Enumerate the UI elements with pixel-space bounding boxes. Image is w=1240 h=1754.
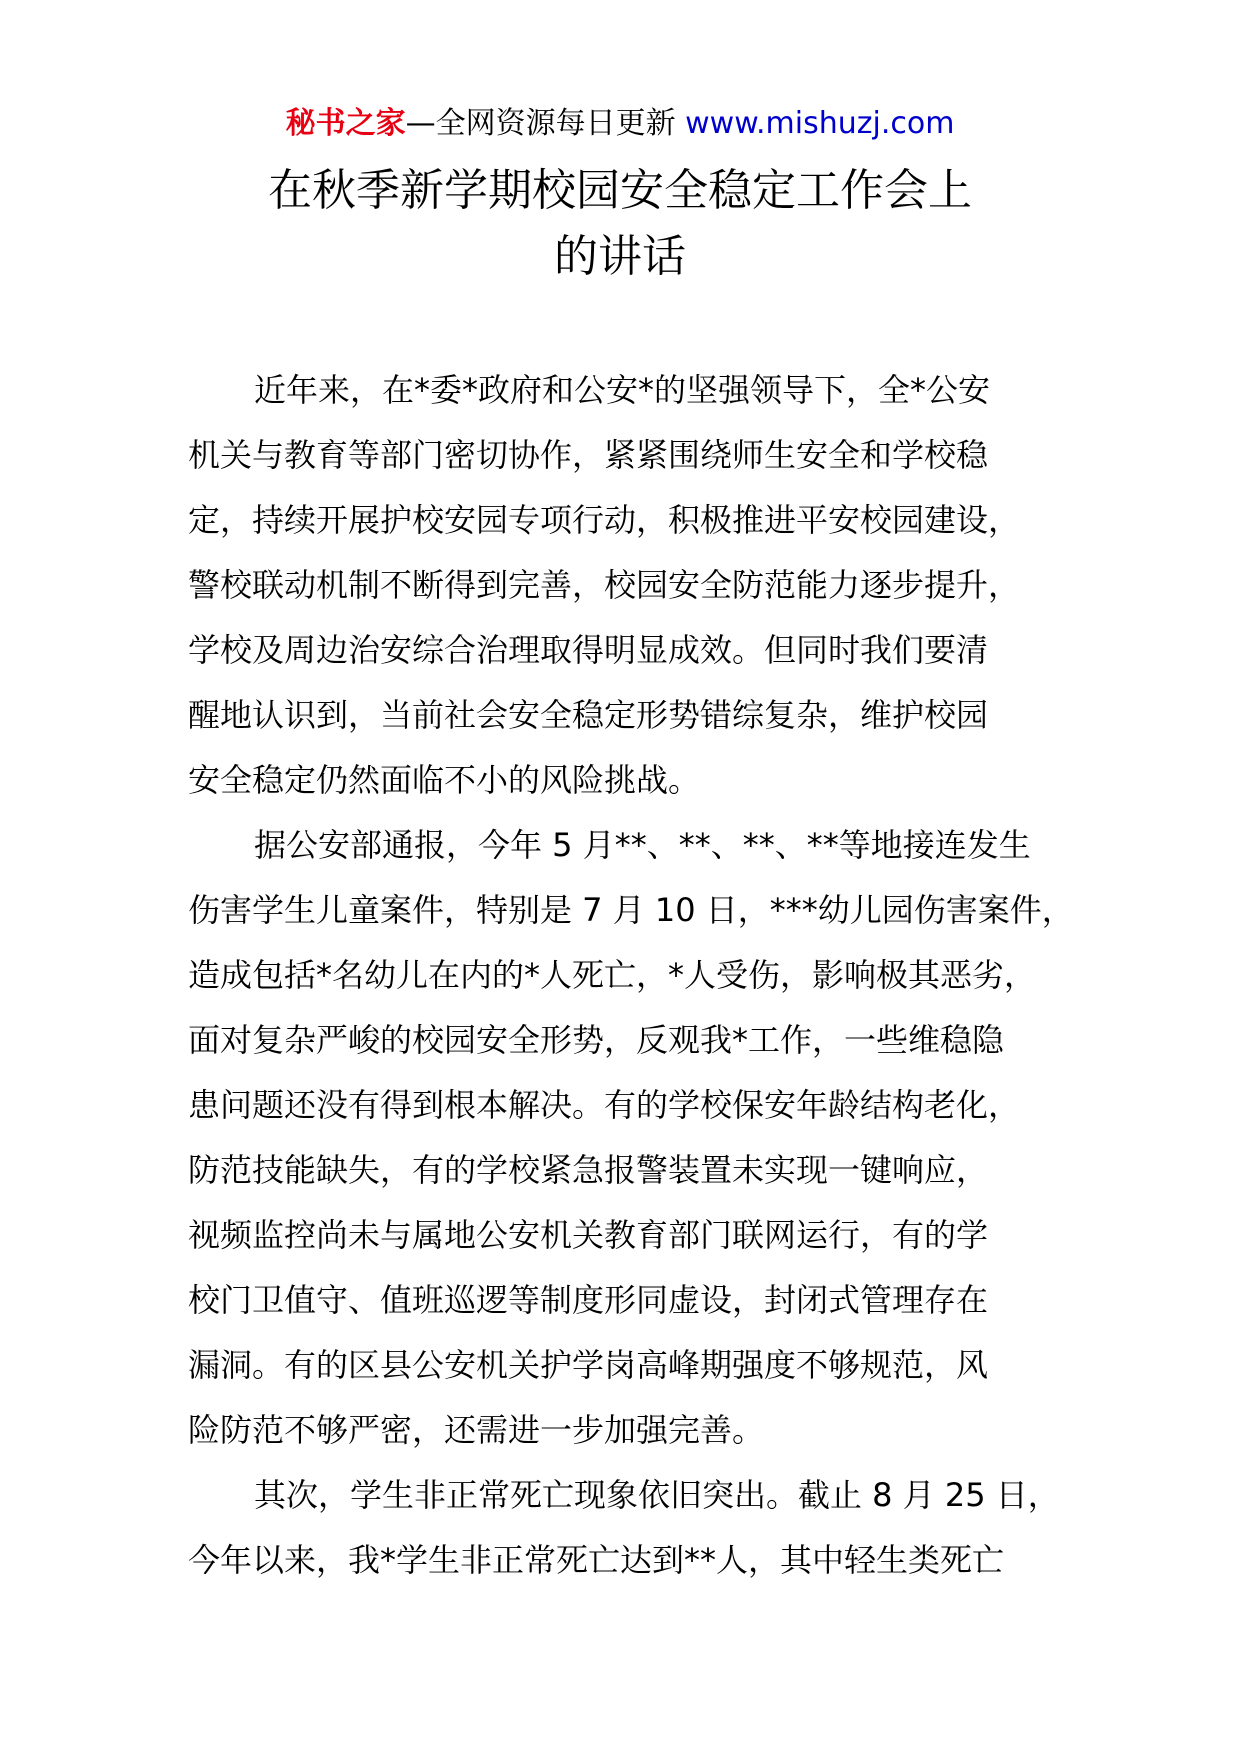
paragraph-line: 防范技能缺失，有的学校紧急报警装置未实现一键响应， bbox=[188, 1151, 989, 1189]
paragraph-line: 造成包括*名幼儿在内的*人死亡，*人受伤，影响极其恶劣， bbox=[188, 956, 1037, 994]
brand-name: 秘书之家 bbox=[285, 106, 406, 141]
document-title bbox=[0, 158, 1240, 290]
paragraph-line: 校门卫值守、值班巡逻等制度形同虚设，封闭式管理存在 bbox=[188, 1281, 989, 1319]
paragraph-line: 醒地认识到，当前社会安全稳定形势错综复杂，维护校园 bbox=[188, 696, 989, 734]
paragraph-2 bbox=[188, 813, 1078, 1463]
paragraph-line: 其次，学生非正常死亡现象依旧突出。截止 8 月 25 日， bbox=[254, 1476, 1060, 1514]
paragraph-line: 伤害学生儿童案件，特别是 7 月 10 日，***幼儿园伤害案件， bbox=[188, 891, 1074, 929]
paragraph-line: 今年以来，我*学生非正常死亡达到**人，其中轻生类死亡 bbox=[188, 1541, 1005, 1579]
paragraph-line: 警校联动机制不断得到完善，校园安全防范能力逐步提升， bbox=[188, 566, 1021, 604]
paragraph-line: 近年来，在*委*政府和公安*的坚强领导下，全*公安 bbox=[254, 371, 991, 409]
paragraph-line: 面对复杂严峻的校园安全形势，反观我*工作，一些维稳隐 bbox=[188, 1021, 1005, 1059]
header-banner bbox=[0, 104, 1240, 144]
paragraph-line: 漏洞。有的区县公安机关护学岗高峰期强度不够规范，风 bbox=[188, 1346, 989, 1384]
title-line-1: 在秋季新学期校园安全稳定工作会上 bbox=[268, 165, 972, 216]
paragraph-line: 定，持续开展护校安园专项行动，积极推进平安校园建设， bbox=[188, 501, 1021, 539]
paragraph-1 bbox=[188, 358, 1078, 813]
paragraph-line: 学校及周边治安综合治理取得明显成效。但同时我们要清 bbox=[188, 631, 989, 669]
website-link[interactable]: www.mishuzj.com bbox=[685, 106, 955, 141]
banner-slogan: —全网资源每日更新 bbox=[405, 106, 686, 141]
paragraph-line: 安全稳定仍然面临不小的风险挑战。 bbox=[188, 761, 701, 799]
document-body bbox=[188, 358, 1078, 1593]
paragraph-line: 视频监控尚未与属地公安机关教育部门联网运行，有的学 bbox=[188, 1216, 989, 1254]
title-line-2: 的讲话 bbox=[554, 231, 686, 282]
paragraph-line: 患问题还没有得到根本解决。有的学校保安年龄结构老化， bbox=[188, 1086, 1021, 1124]
paragraph-3 bbox=[188, 1463, 1078, 1593]
paragraph-line: 据公安部通报，今年 5 月**、**、**、**等地接连发生 bbox=[254, 826, 1031, 864]
paragraph-line: 险防范不够严密，还需进一步加强完善。 bbox=[188, 1411, 765, 1449]
paragraph-line: 机关与教育等部门密切协作，紧紧围绕师生安全和学校稳 bbox=[188, 436, 989, 474]
